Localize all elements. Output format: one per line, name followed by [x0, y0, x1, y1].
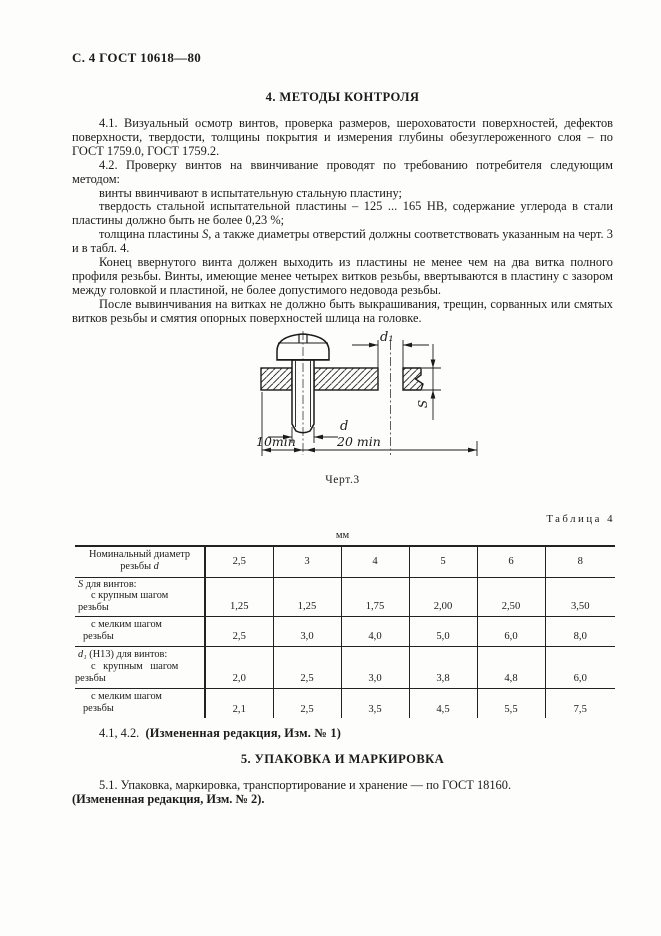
column-header: 8 — [577, 555, 583, 567]
cell: 4,0 — [341, 616, 409, 646]
bottom-section — [72, 726, 613, 806]
label-s: S — [416, 399, 430, 409]
cell: 4,8 — [477, 646, 545, 688]
cell: 7,5 — [573, 703, 587, 715]
column-header: 2,5 — [205, 546, 273, 577]
column-header: 3 — [273, 546, 341, 577]
label-d1: d₁ — [380, 330, 394, 345]
cell: 6,0 — [573, 673, 587, 685]
cell: 1,25 — [273, 577, 341, 616]
table-row — [75, 616, 615, 646]
cell: 2,00 — [409, 577, 477, 616]
section4-heading: 4. МЕТОДЫ КОНТРОЛЯ — [265, 90, 420, 104]
paragraph-4-2-item3 — [72, 228, 613, 256]
cell: 3,0 — [273, 616, 341, 646]
table-row — [75, 688, 615, 718]
column-header: 6 — [477, 546, 545, 577]
plate-section — [261, 368, 423, 390]
plate-broken-end — [403, 368, 423, 390]
cell: 1,25 — [205, 577, 273, 616]
cell: 2,5 — [273, 646, 341, 688]
cell: 2,5 — [273, 688, 341, 718]
table-header-label: Номинальный диаметр резьбы d — [75, 546, 205, 577]
table-header-row — [75, 546, 615, 577]
table-4 — [75, 545, 615, 718]
row-label: d₁ (Н13) для винтов: с крупным шагом резьбы — [75, 646, 205, 688]
row-label: с мелким шагом резьбы — [75, 616, 205, 646]
page-header: С. 4 ГОСТ 10618—80 — [72, 50, 202, 65]
cell: 8,0 — [573, 631, 587, 643]
cell: 2,50 — [477, 577, 545, 616]
table-row — [75, 646, 615, 688]
p42c-variable-s: S — [202, 227, 209, 242]
figure-drawing — [0, 328, 661, 480]
cell: 5,5 — [477, 688, 545, 718]
column-header: 5 — [409, 546, 477, 577]
cell: 3,8 — [409, 646, 477, 688]
dimension-10-20-min — [256, 392, 477, 456]
amendment-1: 4.1, 4.2. (Измененная редакция, Изм. № 1) — [99, 726, 342, 740]
amendment-2: (Измененная редакция, Изм. № 2). — [72, 792, 265, 806]
paragraph-4-2-item5: После вывинчивания на витках не должно быть выкрашивания, трещин, сорванных или смятых витков резьбы и смятия опорных поверхностей шлица на головке. — [72, 296, 613, 325]
p42c-post: , а также диаметры отверстий должны соответствовать указанным на черт. 3 и в табл. 4. — [72, 227, 614, 256]
cell: 3,5 — [341, 688, 409, 718]
cell: 4,5 — [409, 688, 477, 718]
cell: 3,50 — [570, 601, 590, 613]
figure-caption: Черт.3 — [325, 474, 360, 486]
row-label: с мелким шагом резьбы — [75, 688, 205, 718]
cell: 3,0 — [341, 646, 409, 688]
paragraph-5-1: 5.1. Упаковка, маркировка, транспортирование и хранение — по ГОСТ 18160. — [99, 778, 512, 792]
row-label: S для винтов: с крупным шагом резьбы — [75, 577, 205, 616]
paragraph-4-2-item4: Конец ввернутого винта должен выходить из пластины не менее чем на два витка полного профиля резьбы. Винты, имеющие менее четырех витков резьбы, ввертываются в пластину с зазором между головкой и пластиной, не более допустимого недовода резьбы. — [72, 255, 613, 297]
table-caption: Таблица 4 — [546, 513, 615, 525]
paragraph-4-2-item2: твердость стальной испытательной пластины – 125 ... 165 НВ, содержание углерода в стали пластины должно быть не более 0,23 %; — [72, 199, 613, 228]
table-unit: мм — [335, 530, 350, 541]
cell: 1,75 — [341, 577, 409, 616]
paragraph-4-1: 4.1. Визуальный осмотр винтов, проверка размеров, шероховатости поверхностей, дефектов поверхности, твердости, толщины покрытия и измерения глубины обезуглероженного слоя – по ГОСТ 1759.0, ГОСТ 1759.2. — [72, 116, 613, 158]
column-header: 4 — [341, 546, 409, 577]
cell: 6,0 — [477, 616, 545, 646]
paragraph-4-2-item1: винты ввинчивают в испытательную стальную пластину; — [99, 185, 402, 200]
cell: 5,0 — [409, 616, 477, 646]
p42c-pre: толщина пластины — [99, 227, 203, 242]
cell: 2,5 — [205, 616, 273, 646]
section5-heading: 5. УПАКОВКА И МАРКИРОВКА — [240, 752, 445, 766]
cell: 2,0 — [205, 646, 273, 688]
paragraph-4-2: 4.2. Проверку винтов на ввинчивание проводят по требованию потребителя следующим методом: — [72, 157, 613, 186]
label-d: d — [340, 419, 349, 434]
cell: 2,1 — [205, 688, 273, 718]
label-20min: 20 min — [337, 434, 381, 449]
table-row — [75, 577, 615, 616]
label-10min: 10min — [256, 434, 296, 449]
section4-body — [72, 117, 613, 326]
